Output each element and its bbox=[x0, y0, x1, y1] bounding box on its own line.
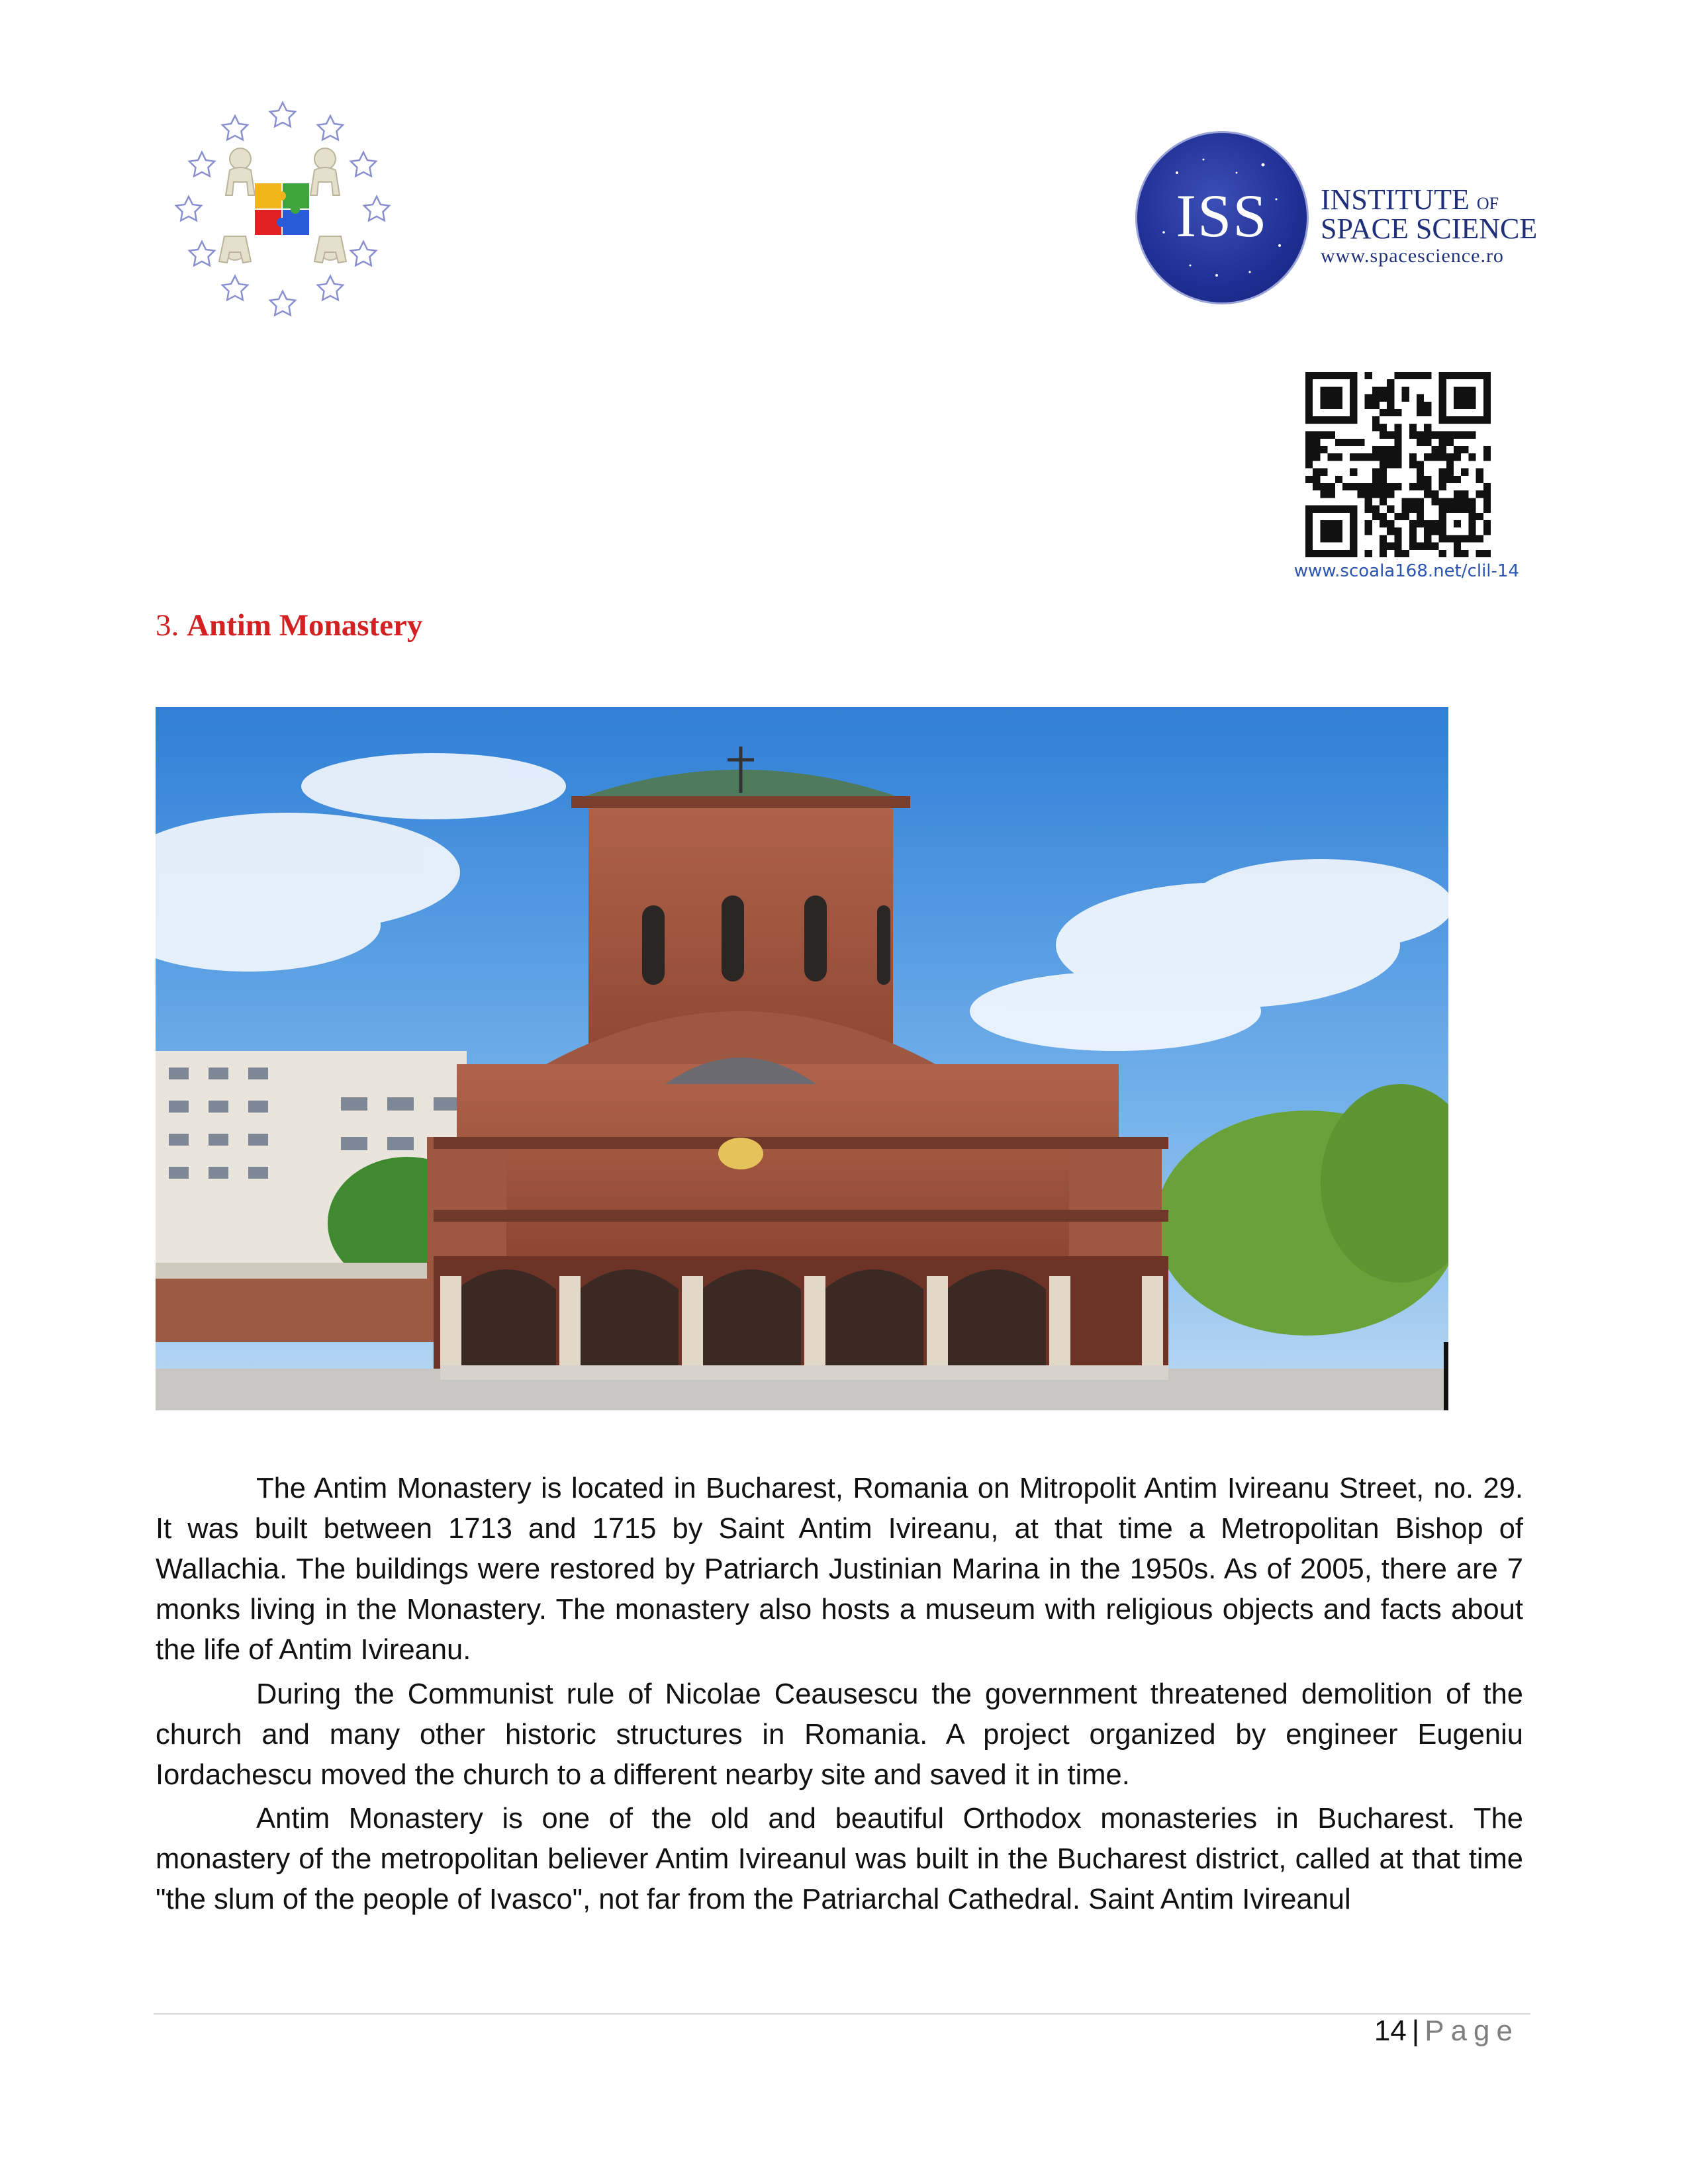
iss-title-line1: INSTITUTE OF bbox=[1321, 183, 1499, 216]
iss-circle-text: ISS bbox=[1176, 182, 1268, 250]
qr-code-icon[interactable] bbox=[1305, 372, 1491, 557]
iss-circle-emblem bbox=[1135, 131, 1309, 304]
page-number: 14 bbox=[1374, 2015, 1407, 2047]
section-number: 3. bbox=[156, 608, 179, 643]
erasmus-puzzle-stars-logo bbox=[169, 96, 397, 324]
page-footer bbox=[1258, 2015, 1519, 2048]
iss-website: www.spacescience.ro bbox=[1321, 245, 1504, 267]
page-label: Page bbox=[1425, 2015, 1519, 2047]
paragraph: During the Communist rule of Nicolae Ceausescu the government threatened demolition of the church and many other historic structures in Romania. A project organized by engineer Eugeniu Iordachescu moved the church to a different nearby site and saved it in time. bbox=[156, 1678, 1523, 1791]
footer-separator: | bbox=[1411, 2015, 1420, 2047]
qr-link[interactable]: www.scoala168.net/clil-14 bbox=[1293, 561, 1519, 581]
paragraph: Antim Monastery is one of the old and beautiful Orthodox monasteries in Bucharest. The monastery of the metropolitan believer Antim Ivireanul was built in the Bucharest district, called at that time "the slum of the people of Ivasco", not far from the Patriarchal Cathedral. Saint Antim Ivireanul bbox=[156, 1803, 1523, 1915]
iss-title-line2: SPACE SCIENCE bbox=[1321, 212, 1538, 245]
section-title: Antim Monastery bbox=[187, 608, 423, 643]
antim-monastery-photo bbox=[156, 707, 1448, 1410]
section-heading bbox=[156, 608, 422, 643]
paragraph: The Antim Monastery is located in Bucharest, Romania on Mitropolit Antim Ivireanu Street, no. 29. It was built between 1713 and 1715 by Saint Antim Ivireanu, at that time a Metropolitan Bishop of Wallachia. The buildings were restored by Patriarch Justinian Marina in the 1950s. As of 2005, there are 7 monks living in the Monastery. The monastery also hosts a museum with religious objects and facts about the life of Antim Ivireanu. bbox=[156, 1473, 1523, 1666]
iss-logo bbox=[1135, 131, 1538, 303]
